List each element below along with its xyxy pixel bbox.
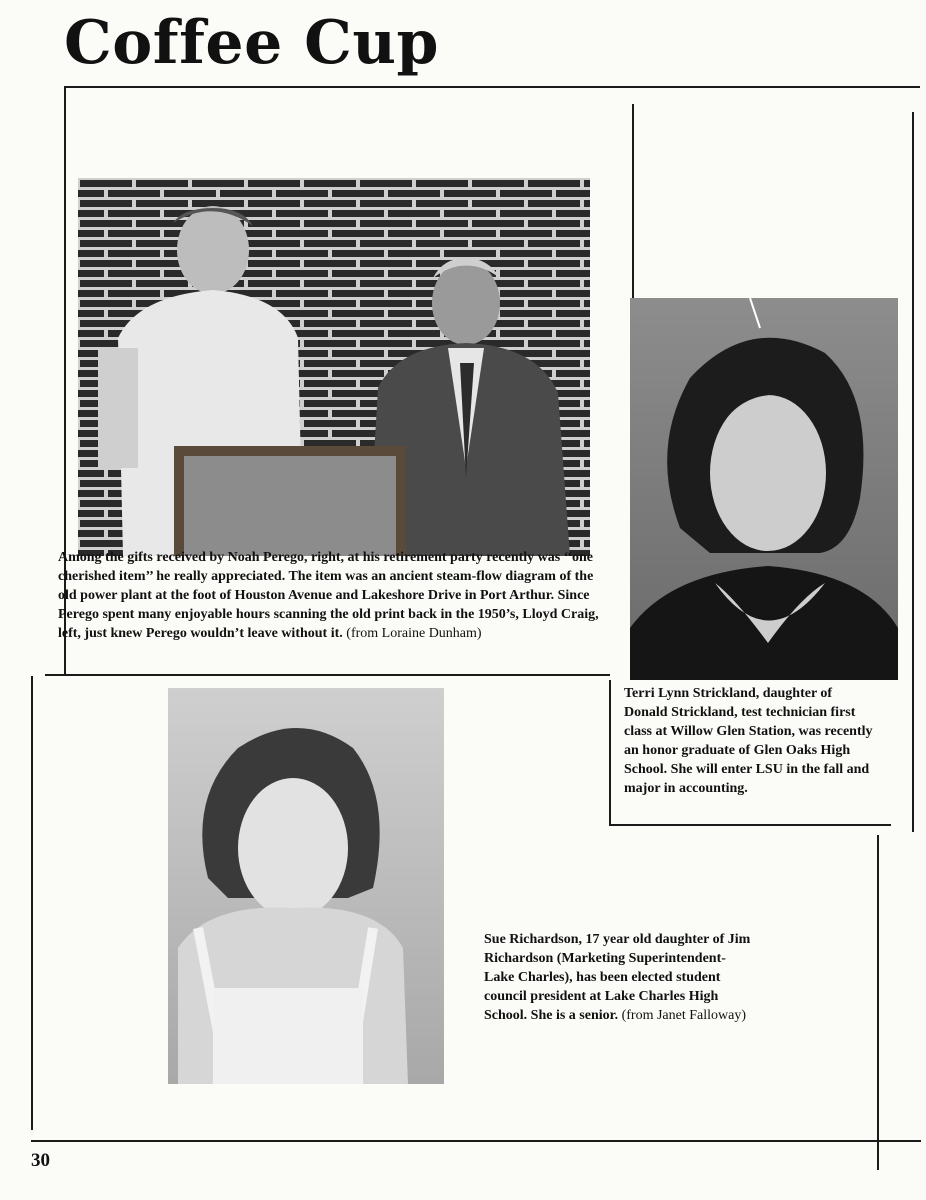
frame-bottom-rule <box>31 1140 921 1142</box>
richardson-portrait <box>168 688 444 1084</box>
strickland-portrait-art <box>630 298 898 680</box>
richardson-caption-credit: (from Janet Falloway) <box>621 1008 746 1023</box>
retirement-photo-art <box>78 178 590 556</box>
richardson-caption <box>484 930 754 1025</box>
page-title: Coffee Cup <box>64 8 439 78</box>
retirement-caption-credit: (from Loraine Dunham) <box>346 626 482 641</box>
richardson-caption-text: Sue Richardson, 17 year old daughter of Jim Richardson (Marketing Superintendent-Lake Charles), has been elected student council president at Lake Charles High School. She is a senior. <box>484 932 751 1023</box>
strickland-caption: Terri Lynn Strickland, daughter of Donald Strickland, test technician first class at Willow Glen Station, was recently an honor graduate of Glen Oaks High School. She will enter LSU in the fall and major in accounting. <box>624 686 873 796</box>
page-number: 30 <box>31 1150 50 1171</box>
retirement-caption <box>58 548 614 643</box>
frame-top-rule <box>66 86 920 88</box>
frame-right-lower-rule <box>877 835 879 1170</box>
strickland-portrait <box>630 298 898 680</box>
frame-left-lower-rule <box>31 676 33 1130</box>
right-inner-rule <box>912 112 914 832</box>
retirement-caption-text: Among the gifts received by Noah Perego, right, at his retirement party recently was ‘‘one cherished item’’ he really appreciated. The item was an ancient steam-flow diagram of the old power plant at the foot of Houston Avenue and Lakeshore Drive in Port Arthur. Since Perego spent many enjoyable hours scanning the old print back in the 1950’s, Lloyd Craig, left, just knew Perego wouldn’t leave without it. <box>58 550 599 641</box>
sidebar-bottom-rule <box>609 824 891 826</box>
retirement-photo <box>78 178 590 556</box>
richardson-portrait-art <box>168 688 444 1084</box>
sidebar-left-rule <box>609 680 611 825</box>
section-divider-rule <box>45 674 610 676</box>
